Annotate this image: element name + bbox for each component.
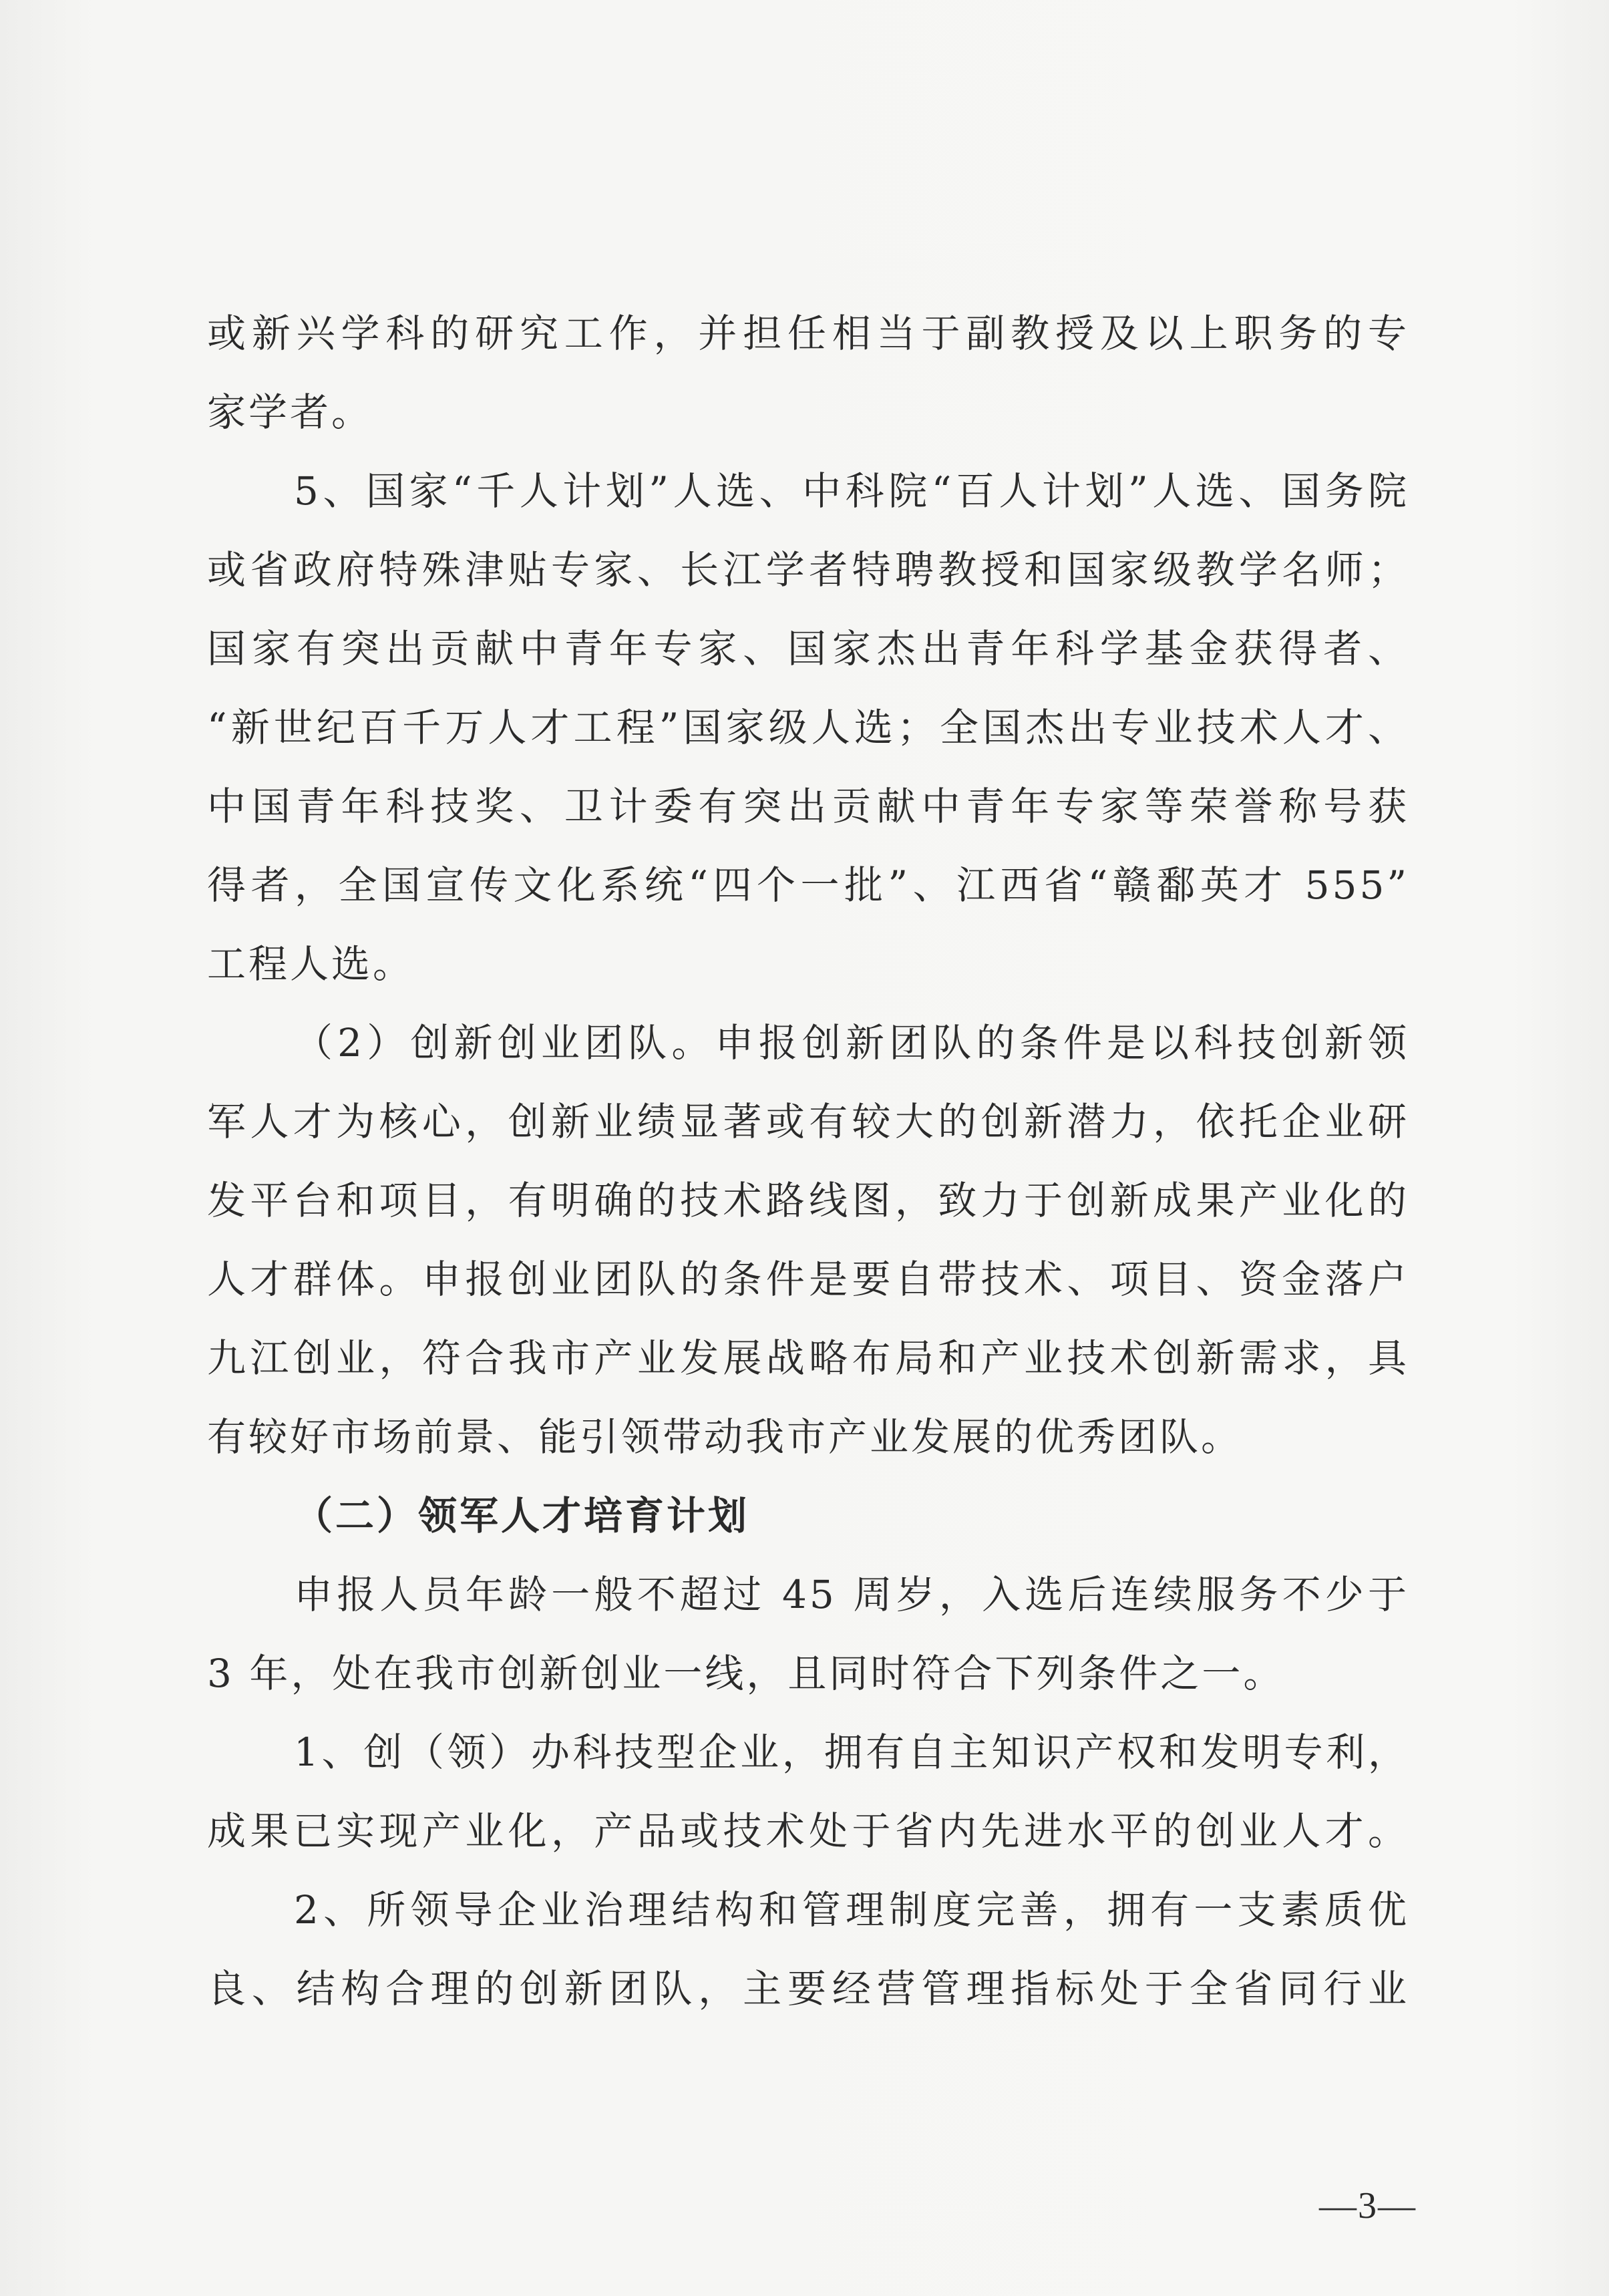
body-line: 5、国家“千人计划”人选、中科院“百人计划”人选、国务院 xyxy=(294,468,1409,514)
body-line: 中国青年科技奖、卫计委有突出贡献中青年专家等荣誉称号获 xyxy=(207,784,1409,829)
section-heading: （二）领军人才培育计划 xyxy=(294,1493,750,1538)
document-body xyxy=(207,294,1409,2028)
body-line: 国家有突出贡献中青年专家、国家杰出青年科学基金获得者、 xyxy=(207,626,1409,671)
body-line: 军人才为核心，创新业绩显著或有较大的创新潜力，依托企业研 xyxy=(207,1099,1409,1144)
body-line: 工程人选。 xyxy=(207,941,415,987)
body-line: 申报人员年龄一般不超过 45 周岁，入选后连续服务不少于 xyxy=(294,1572,1409,1617)
body-line: 九江创业，符合我市产业发展战略布局和产业技术创新需求，具 xyxy=(207,1335,1409,1381)
body-line: 或新兴学科的研究工作，并担任相当于副教授及以上职务的专 xyxy=(207,311,1409,356)
body-line: 得者，全国宣传文化系统“四个一批”、江西省“赣鄱英才 555” xyxy=(207,862,1409,908)
body-line: 家学者。 xyxy=(207,389,373,435)
body-line: 2、所领导企业治理结构和管理制度完善，拥有一支素质优 xyxy=(294,1887,1409,1933)
page-number: —3— xyxy=(1319,2185,1417,2227)
body-line: （2）创新创业团队。申报创新团队的条件是以科技创新领 xyxy=(294,1020,1409,1065)
body-line: 成果已实现产业化，产品或技术处于省内先进水平的创业人才。 xyxy=(207,1808,1409,1854)
body-line: 良、结构合理的创新团队，主要经营管理指标处于全省同行业 xyxy=(207,1966,1409,2011)
body-line: 有较好市场前景、能引领带动我市产业发展的优秀团队。 xyxy=(207,1414,1243,1460)
body-line: 3 年，处在我市创新创业一线，且同时符合下列条件之一。 xyxy=(207,1651,1285,1696)
body-line: “新世纪百千万人才工程”国家级人选；全国杰出专业技术人才、 xyxy=(207,705,1409,750)
body-line: 1、创（领）办科技型企业，拥有自主知识产权和发明专利， xyxy=(294,1730,1409,1775)
body-line: 人才群体。申报创业团队的条件是要自带技术、项目、资金落户 xyxy=(207,1257,1409,1302)
body-line: 发平台和项目，有明确的技术路线图，致力于创新成果产业化的 xyxy=(207,1178,1409,1223)
body-line: 或省政府特殊津贴专家、长江学者特聘教授和国家级教学名师； xyxy=(207,547,1409,593)
